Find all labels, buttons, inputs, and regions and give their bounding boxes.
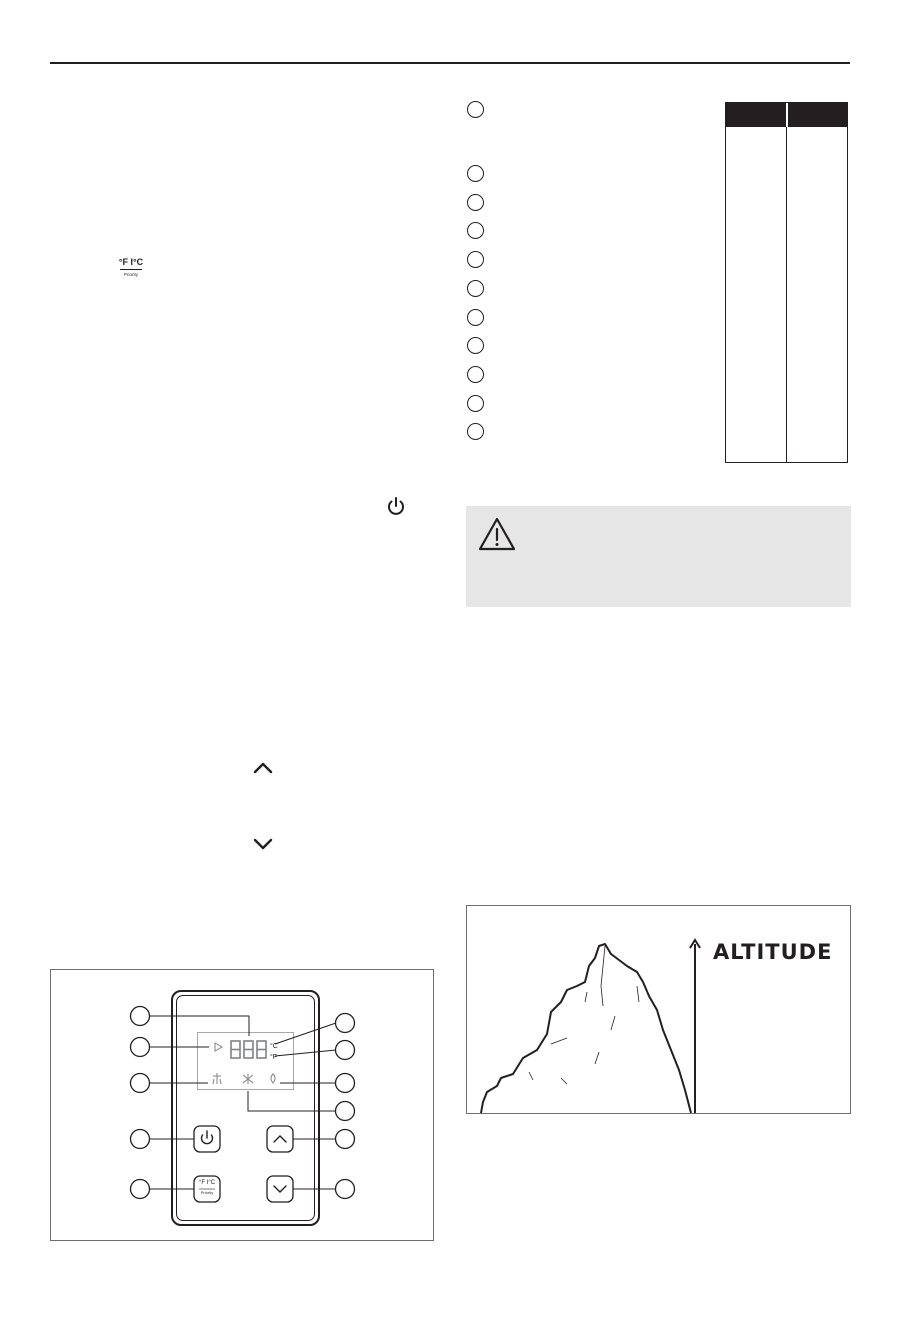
unit-priority-label: °F I°C bbox=[118, 257, 144, 267]
warning-icon bbox=[477, 516, 517, 552]
unit-button-sublabel: Priority bbox=[200, 1190, 214, 1195]
legend-marker-2 bbox=[467, 165, 484, 182]
spec-table-header bbox=[726, 103, 847, 127]
legend-marker-3 bbox=[467, 194, 484, 211]
control-panel-figure bbox=[50, 969, 434, 1241]
chevron-down-icon bbox=[252, 836, 274, 852]
legend-marker-8 bbox=[467, 337, 484, 354]
unit-priority-sublabel: Priority bbox=[123, 272, 138, 277]
unit-priority-divider bbox=[120, 269, 142, 270]
panel-graphics bbox=[51, 970, 433, 1240]
legend-marker-6 bbox=[467, 280, 484, 297]
legend-marker-7 bbox=[467, 309, 484, 326]
unit-button-label: °F I°C bbox=[198, 1180, 216, 1186]
chevron-up-icon bbox=[252, 760, 274, 776]
altitude-arrow bbox=[687, 936, 703, 1113]
spec-table bbox=[725, 102, 848, 463]
altitude-figure bbox=[466, 905, 851, 1114]
warning-box bbox=[466, 506, 851, 607]
altitude-label: ALTITUDE bbox=[713, 940, 833, 964]
spec-table-column-divider bbox=[786, 127, 787, 463]
legend-marker-10 bbox=[467, 395, 484, 412]
legend-marker-11 bbox=[467, 423, 484, 440]
legend-marker-1 bbox=[467, 101, 484, 118]
legend-marker-4 bbox=[467, 222, 484, 239]
legend-marker-5 bbox=[467, 251, 484, 268]
header-rule bbox=[50, 62, 850, 64]
legend-marker-9 bbox=[467, 366, 484, 383]
unit-priority-icon bbox=[114, 257, 148, 279]
svg-text:°F: °F bbox=[270, 1054, 278, 1061]
spec-table-header-divider bbox=[786, 103, 788, 127]
mountain-illustration bbox=[467, 906, 850, 1113]
svg-text:°C: °C bbox=[270, 1043, 278, 1050]
power-icon bbox=[385, 495, 407, 517]
